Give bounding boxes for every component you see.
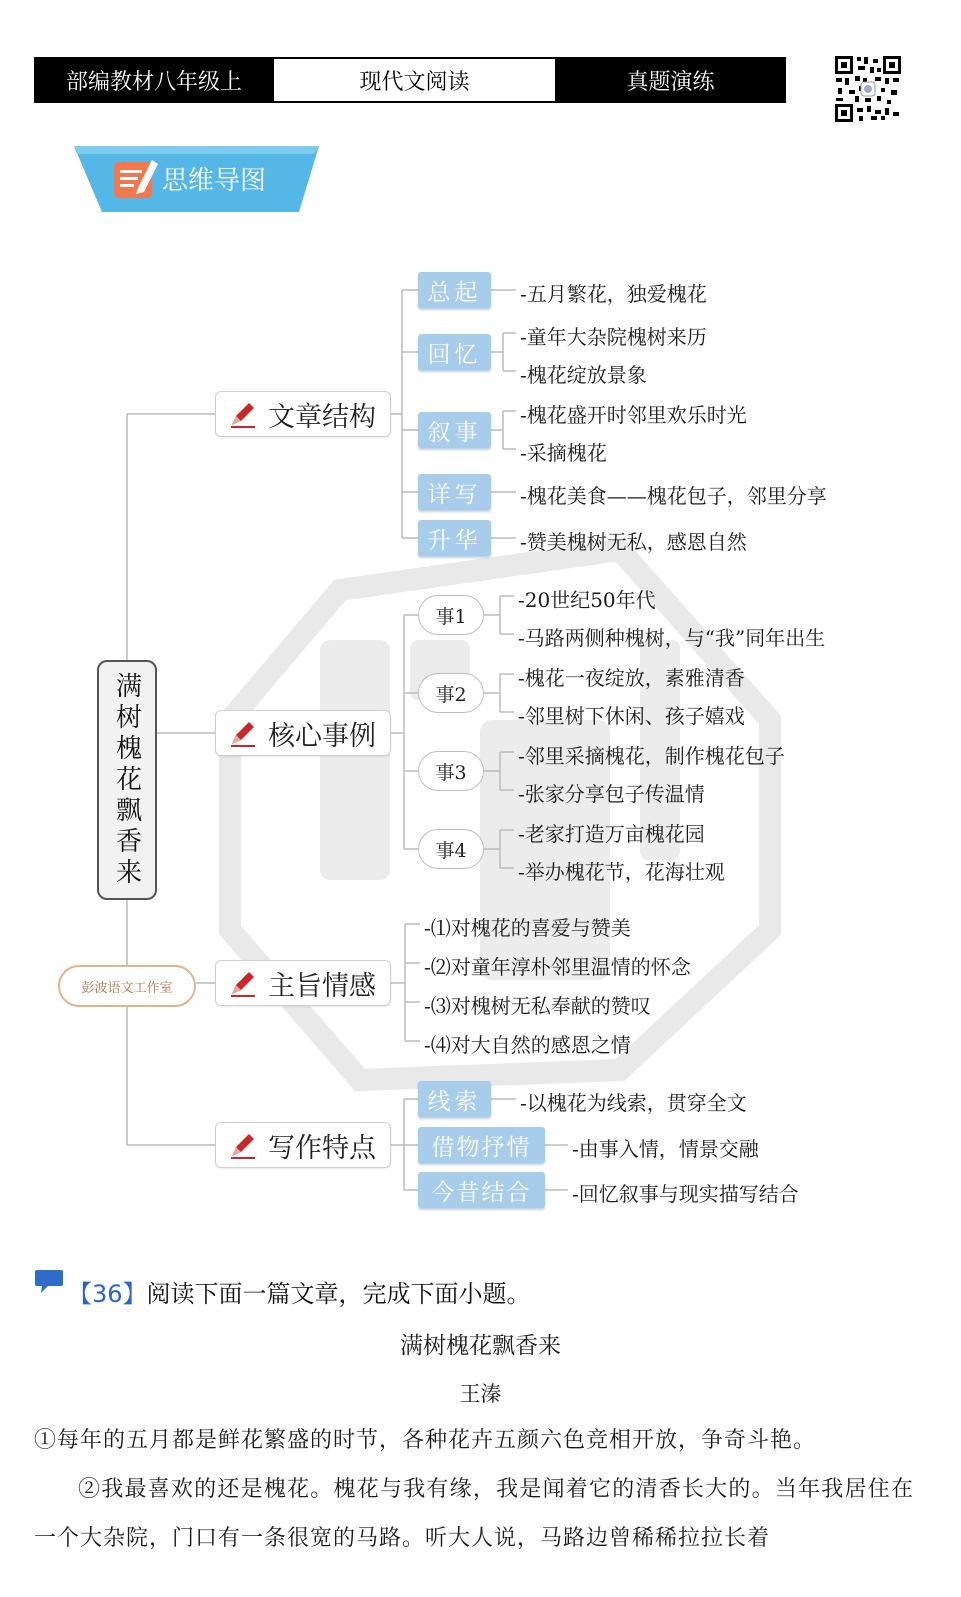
studio-stamp: 彭波语文工作室 (58, 965, 196, 1007)
branch-label: 主旨情感 (268, 970, 376, 1002)
pencil-icon (228, 1130, 258, 1160)
tag-detail: 详写 (418, 474, 491, 510)
leaf-item: -槐花盛开时邻里欢乐时光 (520, 403, 747, 427)
banner-label: 思维导图 (162, 166, 267, 196)
tag-past-present: 今昔结合 (418, 1172, 545, 1208)
root-title: 满树槐花飘香来 (111, 671, 142, 889)
header-grade: 部编教材八年级上 (36, 59, 272, 101)
event-1: 事1 (418, 595, 484, 635)
leaf-item: -邻里采摘槐花，制作槐花包子 (518, 744, 785, 768)
question-bracket-open: 【 (68, 1280, 92, 1308)
leaf-item: -⑶对槐树无私奉献的赞叹 (424, 994, 651, 1018)
mindmap-root (97, 660, 157, 900)
article-paragraph: ②我最喜欢的还是槐花。槐花与我有缘，我是闻着它的清香长大的。当年我居住在一个大杂院，门口有一条很宽的马路。听大人说，马路边曾稀稀拉拉长着 (34, 1477, 914, 1551)
pencil-icon (228, 399, 258, 429)
leaf-item: -以槐花为线索，贯穿全文 (520, 1091, 747, 1115)
leaf-item: -马路两侧种槐树，与“我”同年出生 (518, 626, 826, 650)
leaf-item: -槐花美食——槐花包子，邻里分享 (520, 484, 827, 508)
leaf-item: -张家分享包子传温情 (518, 782, 705, 806)
article-title: 满树槐花飘香来 (400, 1333, 561, 1359)
header-section: 真题演练 (557, 59, 784, 101)
leaf-item: -回忆叙事与现实描写结合 (572, 1182, 799, 1206)
question-number: 36 (92, 1280, 123, 1308)
leaf-item: -五月繁花，独爱槐花 (520, 282, 707, 306)
article-paragraph: ①每年的五月都是鲜花繁盛的时节，各种花卉五颜六色竞相开放，争奇斗艳。 (34, 1428, 817, 1453)
tag-narrate: 叙事 (418, 412, 491, 448)
leaf-item: -⑴对槐花的喜爱与赞美 (424, 916, 631, 940)
pencil-icon (228, 968, 258, 998)
leaf-item: -20世纪50年代 (518, 588, 656, 612)
leaf-item: -由事入情，情景交融 (572, 1137, 759, 1161)
question-line (68, 1274, 531, 1309)
header-subject: 现代文阅读 (272, 59, 557, 101)
leaf-item: -老家打造万亩槐花园 (518, 822, 705, 846)
speech-bubble-icon (34, 1268, 64, 1294)
tag-expression: 借物抒情 (418, 1127, 545, 1163)
leaf-item: -槐花绽放景象 (520, 363, 647, 387)
event-2: 事2 (418, 673, 484, 713)
tag-recall: 回忆 (418, 334, 491, 370)
event-4: 事4 (418, 829, 484, 869)
branch-label: 文章结构 (268, 401, 376, 433)
event-3: 事3 (418, 751, 484, 791)
branch-structure (215, 391, 391, 437)
tag-intro: 总起 (418, 272, 491, 308)
leaf-item: -举办槐花节，花海壮观 (518, 860, 725, 884)
leaf-item: -采摘槐花 (520, 441, 607, 465)
question-bracket-close: 】 (122, 1280, 147, 1308)
leaf-item: -邻里树下休闲、孩子嬉戏 (518, 704, 745, 728)
pencil-icon (228, 718, 258, 748)
branch-label: 核心事例 (268, 720, 376, 752)
branch-events (215, 710, 391, 756)
leaf-item: -⑷对大自然的感恩之情 (424, 1033, 631, 1057)
tag-sublimate: 升华 (418, 520, 491, 556)
leaf-item: -槐花一夜绽放，素雅清香 (518, 666, 745, 690)
leaf-item: -童年大杂院槐树来历 (520, 325, 707, 349)
tag-clue: 线索 (418, 1081, 491, 1117)
article-author: 王溱 (459, 1382, 502, 1406)
leaf-item: -⑵对童年淳朴邻里温情的怀念 (424, 955, 691, 979)
branch-theme (215, 960, 391, 1006)
branch-writing (215, 1122, 391, 1168)
branch-label: 写作特点 (268, 1132, 376, 1164)
question-prompt: 阅读下面一篇文章，完成下面小题。 (146, 1280, 531, 1308)
leaf-item: -赞美槐树无私，感恩自然 (520, 530, 747, 554)
